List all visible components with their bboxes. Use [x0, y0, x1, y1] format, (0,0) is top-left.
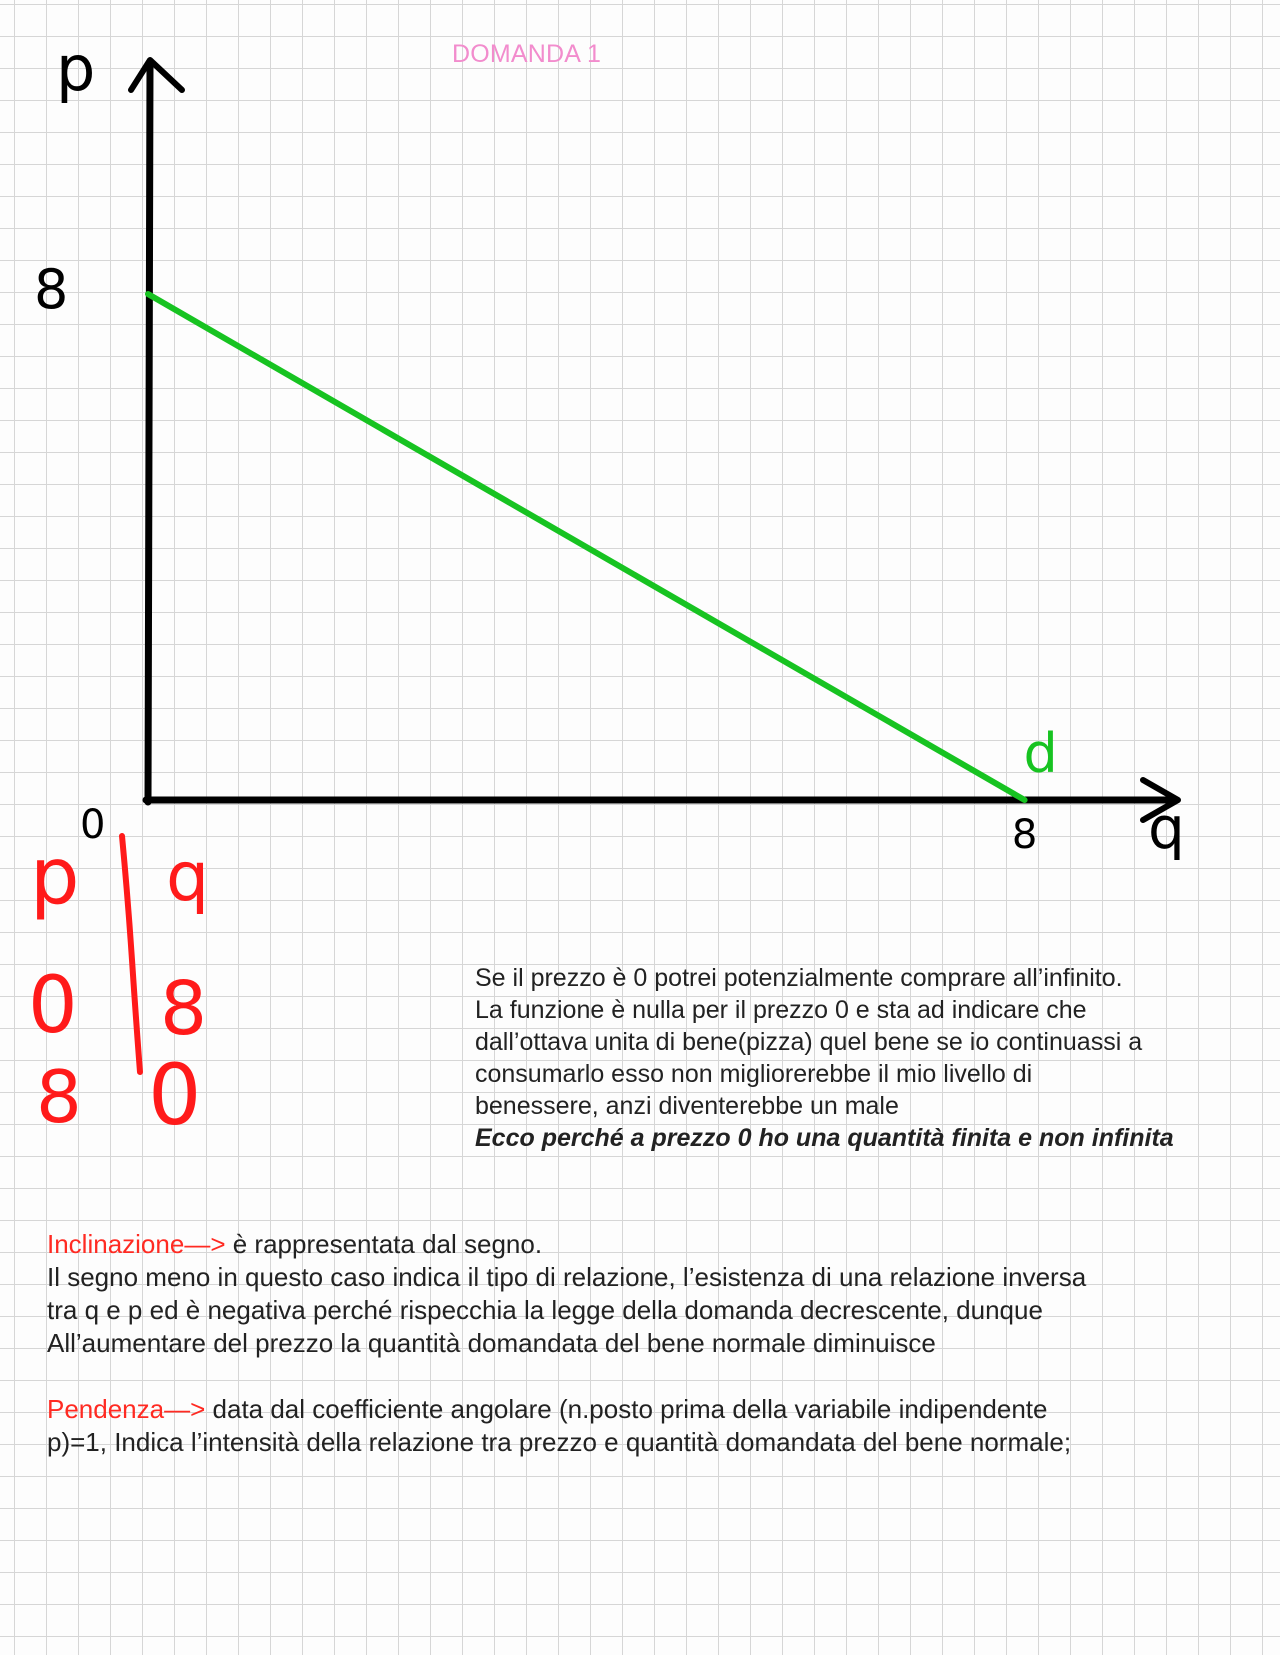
demand-line — [148, 294, 1025, 800]
origin-label: 0 — [80, 802, 106, 848]
pendenza-heading — [47, 1393, 1247, 1426]
note-emphasis: Ecco perché a prezzo 0 ho una quantità finita e non infinita — [475, 1124, 1174, 1152]
inclinazione-line: Il segno meno in questo caso indica il tipo di relazione, l’esistenza di una relazione inversa — [47, 1262, 1087, 1292]
note-line: dall’ottava unita di bene(pizza) quel bene se io continuassi a — [475, 1028, 1143, 1056]
table-cell-p-row2: 8 — [36, 1055, 82, 1139]
inclinazione-first: è rappresentata dal segno. — [225, 1229, 543, 1259]
pendenza-first: data dal coefficiente angolare (n.posto prima della variabile indipendente — [205, 1394, 1048, 1424]
table-cell-p-row1: 0 — [28, 961, 78, 1051]
inclinazione-heading — [47, 1228, 1247, 1261]
explanation-note — [475, 962, 1255, 1154]
page-title: DOMANDA 1 — [452, 40, 602, 68]
y-axis — [148, 65, 150, 802]
table-cell-q-row2: 0 — [148, 1046, 202, 1144]
handwritten-table — [28, 832, 209, 1144]
pendenza-term: Pendenza—> — [47, 1394, 206, 1424]
definitions — [47, 1228, 1247, 1459]
note-line: benessere, anzi diventerebbe un male — [475, 1092, 899, 1120]
y-axis-arrowhead — [131, 60, 182, 90]
table-cell-q-row1: 8 — [160, 966, 208, 1052]
y-intercept-tick-label: 8 — [34, 258, 69, 321]
inclinazione-line: All’aumentare del prezzo la quantità domandata del bene normale diminuisce — [47, 1328, 936, 1358]
demand-curve-label: d — [1023, 722, 1058, 785]
note-line: La funzione è nulla per il prezzo 0 e sta ad indicare che — [475, 996, 1087, 1024]
note-line: consumarlo esso non migliorerebbe il mio livello di — [475, 1060, 1033, 1088]
table-divider — [122, 836, 140, 1072]
table-header-p: p — [30, 832, 80, 922]
pendenza-line: p)=1, Indica l’intensità della relazione tra prezzo e quantità domandata del bene normale; — [47, 1427, 1072, 1457]
x-axis-label: q — [1148, 794, 1185, 862]
x-intercept-tick-label: 8 — [1011, 812, 1038, 858]
note-line: Se il prezzo è 0 potrei potenzialmente comprare all’infinito. — [475, 964, 1123, 992]
inclinazione-line: tra q e p ed è negativa perché rispecchia la legge della domanda decrescente, dunque — [47, 1295, 1043, 1325]
y-axis-label: p — [56, 32, 96, 105]
inclinazione-term: Inclinazione—> — [47, 1229, 226, 1259]
table-header-q: q — [166, 838, 210, 917]
